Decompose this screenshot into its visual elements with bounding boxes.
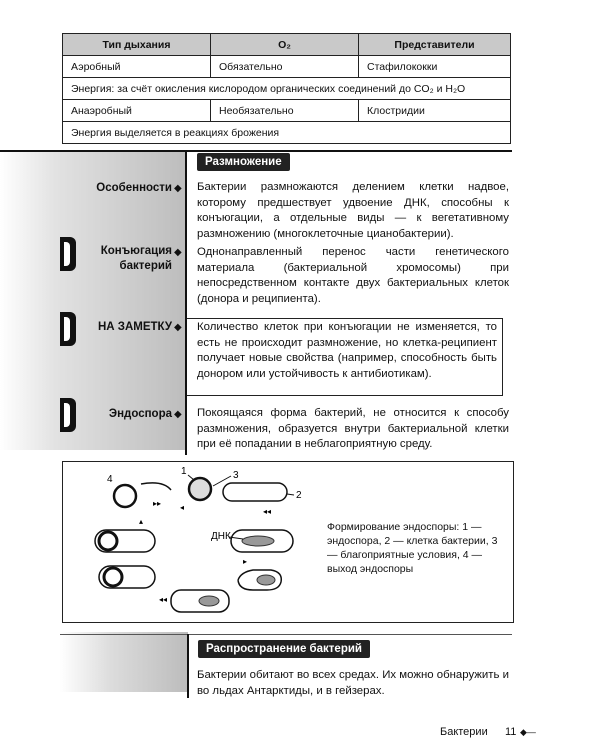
table-row-energy [62,121,511,144]
section-divider [0,150,512,152]
arrow-icon: ◂ [180,503,185,512]
section-heading-reproduction: Размножение [197,153,290,171]
cell-type: Аэробный [71,60,121,73]
leader-line [188,475,194,480]
arrow-right-icon: ◆ [174,183,182,194]
footer-section: Бактерии [440,726,488,738]
figure-label-dna: ДНК [211,531,231,542]
section-divider [60,634,512,635]
text-features: Бактерии размножаются делением клетки надвое, которому предшествует удвоение ДНК, способны к конъюгации, а отдельные виды — к вегетативному размножению (многоклеточные цианобактерии). [197,181,509,240]
table-row [62,99,511,122]
arrow-icon: ◂◂ [263,507,272,516]
side-panel-background [0,150,185,450]
table-header-row [62,33,511,56]
header-o2: O₂ [210,34,358,55]
header-type: Тип дыхания [102,38,171,51]
cell-energy: Энергия выделяется в реакциях брожения [71,126,280,139]
spore-forming [99,532,117,550]
arrow-icon: ▴ [139,517,144,526]
text-spread: Бактерии обитают во всех средах. Их можно обнаружить и во льдах Антарктиды, и в гейзерах. [197,669,509,697]
arrow-icon: ▸▸ [153,499,162,508]
spore-stage [104,568,122,586]
spore-exit [114,485,136,507]
label-features: Особенности [96,182,172,194]
arrow-icon: ◂◂ [159,595,168,604]
arrow-icon: ▸ [243,557,248,566]
text-conjugation: Однонаправленный перенос части генетического материала (бактериальной хромосомы) при непосредственном контакте двух бактериальных клеток (донора и реципиента). [197,246,509,305]
dna-coil [199,596,219,606]
section-heading-spread: Распространение бактерий [198,640,370,658]
arrow-right-icon: ◆ [174,322,182,333]
endospore [189,478,211,500]
text-note: Количество клеток при конъюгации не изменяется, то есть не происходит размножение, но клетка-реципиент получает новые свойства (например, способность быть донором или устойчивость к антибиотикам). [197,321,497,380]
header-representatives: Представители [358,34,510,55]
label-endospore: Эндоспора [108,408,172,420]
cell-o2: Обязательно [210,56,358,77]
bacterial-cell [223,483,287,501]
arrow-right-icon: ◆ [174,409,182,420]
cell-type: Анаэробный [71,104,132,117]
endospore-figure [62,461,514,623]
cell-energy: Энергия: за счёт окисления кислородом органических соединений до CO₂ и H₂O [71,82,466,95]
figure-label-1: 1 [181,466,187,477]
figure-label-2: 2 [296,490,302,501]
leader-line [287,494,294,495]
timeline-line [185,150,187,455]
cell-o2: Необязательно [210,100,358,121]
cell-rep: Стафилококки [358,56,510,77]
cell-rep: Клостридии [358,100,510,121]
label-conjugation-line1: Конъюгация [100,245,172,257]
figure-label-3: 3 [233,470,239,481]
arrow-right-icon: ◆ [174,247,182,258]
footer-marker-icon: ◆— [520,727,536,737]
dna-coil [257,575,275,585]
table-row-energy [62,77,511,100]
label-note: НА ЗАМЕТКУ [97,321,172,333]
side-panel-background [60,632,188,692]
page-number: 11 [505,726,517,738]
timeline-line [187,634,189,698]
table-row [62,55,511,78]
broken-wall [141,483,171,490]
dna-coil [242,536,274,546]
figure-label-4: 4 [107,474,113,485]
text-endospore: Покоящаяся форма бактерий, не относится к способу размножения, образуется внутри бактериальной клетки при её попадании в неблагоприятную среду. [197,407,509,450]
label-conjugation-line2: бактерий [119,260,172,272]
figure-caption: Формирование эндоспоры: 1 — эндоспора, 2 — клетка бактерии, 3 — благоприятные условия, 4 — выход эндоспоры [327,521,498,575]
